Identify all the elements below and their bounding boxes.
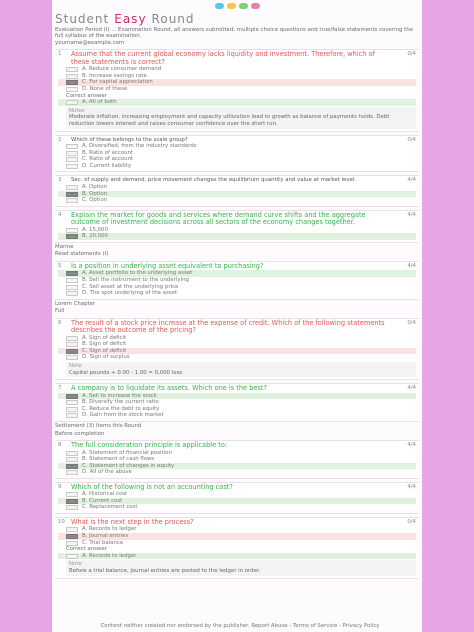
radio-icon[interactable]: [66, 234, 78, 239]
answer-option[interactable]: [58, 412, 416, 419]
answer-option-label: A. Option: [82, 184, 108, 191]
feedback-label: Notes: [69, 107, 85, 114]
answer-option[interactable]: [58, 341, 416, 348]
radio-icon[interactable]: [66, 164, 78, 169]
answer-option[interactable]: [58, 86, 416, 93]
banner-shape: [251, 3, 260, 9]
answer-option-label: A. Reduce consumer demand: [82, 66, 162, 73]
answer-option[interactable]: [58, 191, 416, 198]
question-number: 2: [58, 136, 62, 143]
question-score: 4/4: [407, 483, 416, 490]
answer-option[interactable]: [58, 463, 416, 470]
question-header: [58, 263, 416, 270]
question-header: [58, 177, 416, 184]
answer-option[interactable]: [58, 354, 416, 361]
feedback-box: [66, 560, 416, 575]
answer-option-label: B. 20,000: [82, 233, 108, 240]
answer-option-label: C. Reduce the debt to equity: [82, 405, 160, 412]
question-score: 0/4: [407, 51, 416, 58]
radio-icon[interactable]: [66, 413, 78, 418]
answer-option-label: C. Statement of changes in equity: [82, 462, 175, 469]
radio-icon[interactable]: [66, 394, 78, 399]
question-card: [55, 318, 419, 380]
question-header: [58, 51, 416, 66]
answer-option[interactable]: [58, 533, 416, 540]
footer: Content neither created nor endorsed by the publisher. Report Abuse - Terms of Service - Privacy Policy: [52, 622, 422, 632]
answer-option[interactable]: [58, 498, 416, 505]
answer-option[interactable]: [58, 156, 416, 163]
answer-option-label: C. Option: [82, 197, 108, 204]
section-subtitle: Full: [55, 308, 65, 315]
question-text: Assume that the current global economy lacks liquidity and investment. Therefore, which of these statements is correct?: [71, 50, 375, 66]
answer-option[interactable]: [58, 456, 416, 463]
section-subtitle: Before completion: [55, 430, 105, 437]
question-text: Explain the market for goods and services where demand curve shifts and the aggregate outcome of investment decisions across all sectors of the economy changes together.: [71, 210, 366, 227]
radio-icon[interactable]: [66, 228, 78, 233]
radio-icon[interactable]: [66, 349, 78, 354]
question-number: 7: [58, 385, 62, 392]
radio-icon[interactable]: [66, 291, 78, 296]
answer-option-label: B. Sign of deficit: [82, 341, 127, 348]
radio-icon[interactable]: [66, 342, 78, 347]
answer-option[interactable]: [58, 399, 416, 406]
answer-option[interactable]: [58, 393, 416, 400]
answer-option-label: A. Statement of financial position: [82, 449, 172, 456]
answer-option[interactable]: [58, 197, 416, 204]
feedback-box: [66, 107, 416, 129]
question-card: [55, 440, 419, 479]
answer-option-label: D. Gain from the stock market: [82, 412, 164, 419]
correct-answer-label: Correct answer: [66, 546, 107, 553]
question-text: The result of a stock price increase at the expense of credit. Which of the following statements describes the outcome of the pricing?: [71, 318, 385, 335]
answer-option-label: C. Sell asset at the underlying price: [82, 283, 179, 290]
question-number: 5: [58, 262, 62, 269]
radio-icon[interactable]: [66, 185, 78, 190]
answer-option-label: B. Diversify the current ratio: [82, 399, 159, 406]
radio-icon[interactable]: [66, 87, 78, 92]
answer-option-label: B. Sell the instrument to the underlying: [82, 276, 189, 283]
radio-icon[interactable]: [66, 285, 78, 290]
answer-option[interactable]: [58, 335, 416, 342]
answer-option[interactable]: [58, 284, 416, 291]
form-page: [52, 0, 422, 632]
radio-icon[interactable]: [66, 470, 78, 475]
answer-option[interactable]: [58, 469, 416, 476]
answer-option-label: A. Sell to increase the stock: [82, 392, 157, 399]
correct-answer-label: Correct answer: [66, 92, 107, 99]
answer-option[interactable]: [58, 290, 416, 297]
answer-option-label: B. Statement of cash flows: [82, 456, 155, 463]
question-header: [58, 385, 416, 392]
question-number: 10: [58, 519, 65, 526]
answer-option-label: C. For capital appreciation: [82, 79, 153, 86]
question-text: Which of these belongs to the scale group?: [71, 136, 188, 143]
question-header: [58, 519, 416, 526]
radio-icon[interactable]: [66, 80, 78, 85]
question-card: [55, 210, 419, 243]
question-number: 1: [58, 51, 62, 58]
question-score: 4/4: [407, 262, 416, 269]
radio-icon[interactable]: [66, 451, 78, 456]
radio-icon[interactable]: [66, 278, 78, 283]
answer-option-label: D. The spot underlying of the asset: [82, 290, 178, 297]
answer-option-label: B. Journal entries: [82, 533, 129, 540]
question-number: 3: [58, 177, 62, 184]
answer-option-label: C. Replacement cost: [82, 504, 138, 511]
answer-option[interactable]: [58, 540, 416, 547]
answer-option[interactable]: [58, 150, 416, 157]
answer-option[interactable]: [58, 66, 416, 73]
answer-option-label: B. Ratio of account: [82, 149, 134, 156]
radio-icon[interactable]: [66, 355, 78, 360]
question-text: The full consideration principle is applicable to:: [71, 441, 228, 450]
feedback-label: Note: [69, 561, 82, 568]
radio-icon[interactable]: [66, 157, 78, 162]
radio-icon[interactable]: [66, 527, 78, 532]
radio-icon[interactable]: [66, 492, 78, 497]
banner: [52, 0, 422, 11]
radio-icon[interactable]: [66, 505, 78, 510]
question-score: 0/4: [407, 319, 416, 326]
question-card: [55, 49, 419, 131]
answer-option[interactable]: [58, 73, 416, 80]
correct-answer: [58, 553, 416, 560]
question-header: [58, 320, 416, 335]
answer-option[interactable]: [58, 348, 416, 355]
title-part: Round: [151, 12, 195, 26]
page-title: [52, 11, 422, 27]
radio-icon[interactable]: [66, 336, 78, 341]
answer-option[interactable]: [58, 270, 416, 277]
answer-option-label: C. Trial balance: [82, 539, 124, 546]
answer-option-label: A. Historical cost: [82, 491, 128, 498]
answer-option-label: D. Sign of surplus: [82, 354, 130, 361]
answer-option[interactable]: [58, 450, 416, 457]
question-card: [55, 383, 419, 422]
section-title: Marine: [55, 243, 74, 250]
question-header: [58, 484, 416, 491]
question-number: 8: [58, 442, 62, 449]
section-title: Settlement (3) Items this Round: [55, 422, 142, 429]
radio-icon[interactable]: [66, 198, 78, 203]
answer-option[interactable]: [58, 491, 416, 498]
radio-icon[interactable]: [66, 192, 78, 197]
contact-email: yourname@example.com: [55, 39, 125, 46]
question-score: 4/4: [407, 177, 416, 184]
correct-answer: [58, 99, 416, 106]
radio-icon[interactable]: [66, 151, 78, 156]
question-text: Sec. of supply and demand, price movement changes the equilibrium quantity and value at market level.: [71, 177, 356, 184]
answer-option-label: A. Records to ledger: [82, 526, 137, 533]
answer-option[interactable]: [58, 233, 416, 240]
answer-option[interactable]: [58, 406, 416, 413]
radio-icon: [66, 100, 78, 105]
radio-icon[interactable]: [66, 144, 78, 149]
answer-option[interactable]: [58, 79, 416, 86]
answer-option-label: A. 15,000: [82, 226, 108, 233]
answer-option-label: D. Current liability: [82, 162, 132, 169]
answer-option-label: A. Asset portfolio to the underlying asset: [82, 270, 193, 277]
question-header: [58, 137, 416, 144]
question-card: [55, 135, 419, 173]
feedback-text: Before a trial balance, journal entries are posted to the ledger in order.: [69, 568, 261, 574]
question-card: [55, 261, 419, 300]
answer-option[interactable]: [58, 227, 416, 234]
answer-option[interactable]: [58, 143, 416, 150]
answer-option-label: A. Diversified, from the industry standards: [82, 143, 197, 150]
banner-shape: [239, 3, 248, 9]
answer-option-label: D. None of these: [82, 85, 128, 92]
question-list: [52, 49, 422, 578]
question-number: 4: [58, 211, 62, 218]
question-text: What is the next step in the process?: [71, 518, 194, 527]
question-score: 4/4: [407, 442, 416, 449]
question-card: [55, 517, 419, 579]
answer-option[interactable]: [58, 526, 416, 533]
section-title: Lorem Chapter: [55, 300, 96, 307]
intro-text: Evaluation Period (I) ... Examination Round, all answers submitted; multiple choice questions and true/false statements covering the full syllabus of the examination.: [55, 26, 413, 40]
question-score: 0/4: [407, 136, 416, 143]
title-part: Student: [55, 12, 110, 26]
question-score: 0/4: [407, 519, 416, 526]
question-score: 4/4: [407, 211, 416, 218]
feedback-box: [66, 362, 416, 377]
feedback-text: Capital pounds + 0.00 - 1.00 = 0,000 loss: [69, 369, 183, 376]
question-card: [55, 175, 419, 206]
answer-option-label: A. Sign of deficit: [82, 334, 127, 341]
radio-icon[interactable]: [66, 499, 78, 504]
correct-answer-text: A. Records to ledger: [82, 552, 137, 559]
answer-option[interactable]: [58, 504, 416, 511]
correct-answer-text: A. All of both: [82, 99, 117, 106]
answer-option-label: C. Sign of deficit: [82, 347, 127, 354]
radio-icon[interactable]: [66, 400, 78, 405]
question-text: Is a position in underlying asset equivalent to purchasing?: [71, 261, 264, 270]
radio-icon[interactable]: [66, 541, 78, 546]
question-score: 4/4: [407, 385, 416, 392]
feedback-text: Moderate inflation, increasing employment and capacity utilization lead to growth as balance of payments holds. Debt reduction lowers interest and raises consumer confidence over the short run.: [69, 114, 390, 127]
answer-option-label: C. Ratio of account: [82, 156, 134, 163]
answer-option-label: D. All of the above: [82, 469, 132, 476]
answer-option-label: B. Current cost: [82, 497, 123, 504]
answer-option[interactable]: [58, 163, 416, 170]
radio-icon[interactable]: [66, 271, 78, 276]
question-header: [58, 442, 416, 449]
question-header: [58, 212, 416, 227]
question-text: Which of the following is not an accounting cost?: [71, 482, 233, 491]
radio-icon[interactable]: [66, 464, 78, 469]
answer-option-label: B. Increase savings rate: [82, 72, 147, 79]
radio-icon[interactable]: [66, 74, 78, 79]
banner-shape: [227, 3, 236, 9]
banner-shape: [215, 3, 224, 9]
answer-option[interactable]: [58, 277, 416, 284]
feedback-label: Note: [69, 363, 82, 370]
answer-option-label: B. Option: [82, 190, 108, 197]
question-number: 9: [58, 483, 62, 490]
section-subtitle: Read statements (I): [55, 251, 109, 258]
radio-icon: [66, 554, 78, 559]
title-highlight: Easy: [114, 12, 147, 26]
question-text: A company is to liquidate its assets. Which one is the best?: [71, 384, 267, 393]
radio-icon[interactable]: [66, 407, 78, 412]
radio-icon[interactable]: [66, 457, 78, 462]
question-card: [55, 482, 419, 514]
radio-icon[interactable]: [66, 67, 78, 72]
question-number: 6: [58, 319, 62, 326]
radio-icon[interactable]: [66, 534, 78, 539]
answer-option[interactable]: [58, 184, 416, 191]
